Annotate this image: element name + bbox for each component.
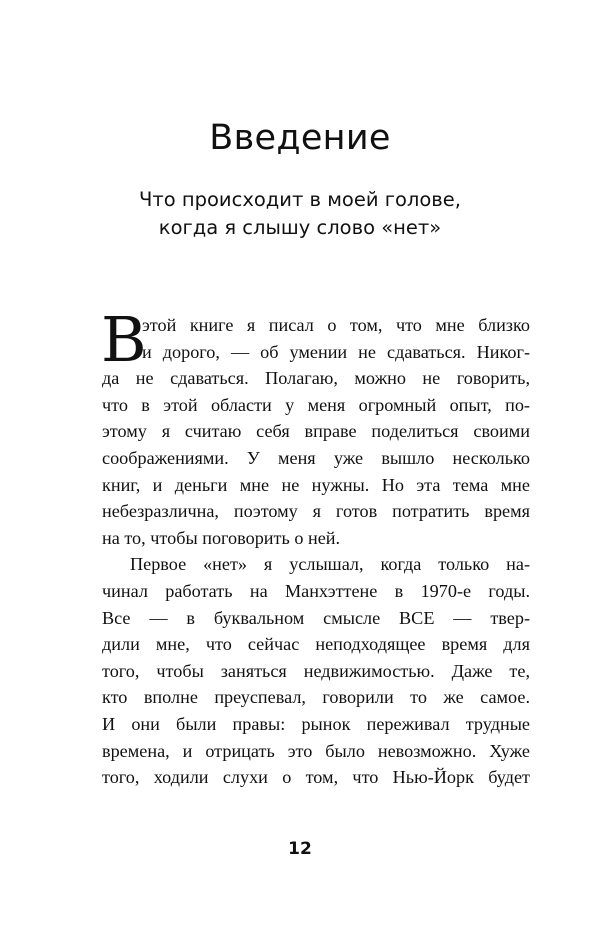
- chapter-subtitle: [0, 186, 600, 242]
- text-line: небезразлична, поэтому я готов потратить время: [102, 501, 530, 522]
- text-line: на то, чтобы поговорить о ней.: [102, 527, 341, 548]
- chapter-title: Введение: [209, 118, 391, 158]
- text-line: и дорого, — об умении не сдаваться. Никог-: [142, 341, 530, 362]
- text-line: того, чтобы заняться недвижимостью. Даже те,: [102, 660, 530, 681]
- text-line: что в этой области у меня огромный опыт, по-: [102, 394, 530, 415]
- body-text: [101, 303, 530, 791]
- text-line: этому я считаю себя вправе поделиться своими: [102, 421, 530, 442]
- text-line: Первое «нет» я услышал, когда только на-: [130, 554, 530, 575]
- text-line: чинал работать на Манхэттене в 1970-е годы.: [102, 580, 530, 601]
- subtitle-line: Что происходит в моей голове,: [139, 188, 461, 211]
- text-line: дили мне, что сейчас неподходящее время для: [102, 634, 530, 655]
- text-line: кто вполне преуспевал, говорили то же самое.: [102, 687, 530, 708]
- text-line: И они были правы: рынок переживал трудные: [102, 713, 530, 734]
- text-line: времена, и отрицать это было невозможно. Хуже: [102, 740, 530, 761]
- subtitle-line: когда я слышу слово «нет»: [158, 216, 442, 239]
- text-line: Все — в буквальном смысле ВСЕ — твер-: [102, 607, 530, 628]
- page-number: 12: [288, 839, 312, 859]
- drop-cap: В: [101, 303, 147, 376]
- text-line: того, ходили слухи о том, что Нью-Йорк будет: [102, 767, 530, 788]
- text-line: книг, и деньги мне не нужны. Но эта тема мне: [102, 474, 530, 495]
- text-line: этой книге я писал о том, что мне близко: [142, 315, 530, 335]
- text-line: да не сдаваться. Полагаю, можно не говорить,: [102, 368, 530, 389]
- text-line: соображениями. У меня уже вышло несколько: [102, 447, 530, 468]
